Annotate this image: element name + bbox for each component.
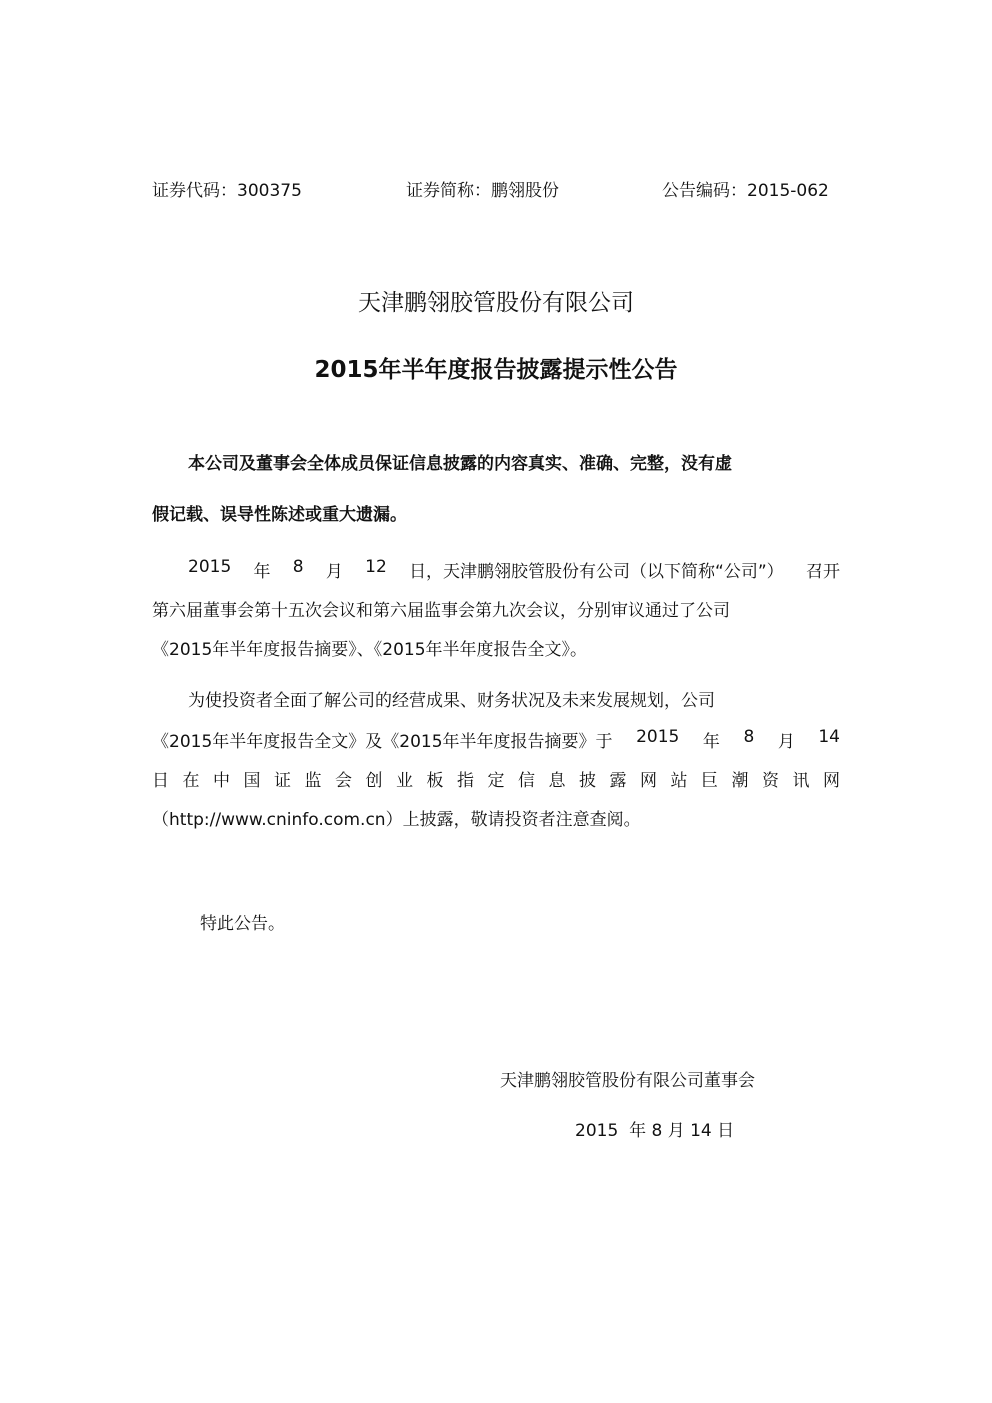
para1-word: 年 bbox=[253, 562, 271, 582]
para2-char: 监 bbox=[304, 771, 322, 791]
para2-char: 定 bbox=[487, 771, 505, 791]
stock-code: 证券代码：300375 bbox=[152, 181, 302, 201]
stock-short-name: 证券简称：鹏翎股份 bbox=[406, 181, 559, 201]
para2-word: 年 bbox=[702, 732, 720, 752]
para2-char: 在 bbox=[182, 771, 200, 791]
notice-number: 公告编码：2015-062 bbox=[662, 181, 829, 201]
statement-line-2: 假记载、误导性陈述或重大遗漏。 bbox=[152, 505, 407, 525]
para2-char: 网 bbox=[640, 771, 657, 791]
para1-word: 8 bbox=[292, 557, 304, 577]
statement-line-1: 本公司及董事会全体成员保证信息披露的内容真实、准确、完整，没有虚 bbox=[188, 454, 732, 474]
para2-line-2 bbox=[152, 727, 840, 752]
para2-char: 国 bbox=[243, 771, 261, 791]
para2-char: 网 bbox=[823, 771, 840, 791]
para2-char: 日 bbox=[152, 771, 169, 791]
para2-char: 业 bbox=[396, 771, 413, 791]
signature-org: 天津鹏翎胶管股份有限公司董事会 bbox=[500, 1071, 755, 1091]
para2-word: 14 bbox=[818, 727, 840, 747]
para2-char: 资 bbox=[762, 771, 779, 791]
para2-char: 创 bbox=[365, 771, 383, 791]
para1-word: 2015 bbox=[188, 557, 232, 577]
notice-title: 2015年半年度报告披露提示性公告 bbox=[314, 357, 678, 383]
closing-text: 特此公告。 bbox=[200, 914, 285, 934]
para1-line-2: 第六届董事会第十五次会议和第六届监事会第九次会议，分别审议通过了公司 bbox=[152, 601, 730, 621]
para1-line-1 bbox=[188, 557, 840, 582]
para2-char: 中 bbox=[213, 771, 230, 791]
para2-char: 息 bbox=[548, 771, 566, 791]
para2-char: 潮 bbox=[731, 771, 749, 791]
para2-word: 8 bbox=[743, 727, 755, 747]
para1-word: 月 bbox=[325, 562, 343, 582]
para2-char: 讯 bbox=[792, 771, 810, 791]
para1-word: 召开 bbox=[805, 562, 840, 582]
para2-char: 露 bbox=[609, 771, 627, 791]
para2-line-3 bbox=[152, 766, 840, 791]
para2-word: 《2015年半年度报告全文》及《2015年半年度报告摘要》于 bbox=[152, 732, 613, 752]
para1-word: 12 bbox=[365, 557, 387, 577]
para2-char: 证 bbox=[274, 771, 291, 791]
para2-word: 2015 bbox=[636, 727, 680, 747]
para2-char: 站 bbox=[670, 771, 688, 791]
para1-word: 日，天津鹏翎胶管股份有公司（以下简称“公司”） bbox=[409, 562, 784, 582]
para2-char: 板 bbox=[426, 771, 444, 791]
signature-date: 2015 年 8 月 14 日 bbox=[575, 1121, 735, 1141]
para2-char: 指 bbox=[457, 771, 474, 791]
para1-line-3: 《2015年半年度报告摘要》、《2015年半年度报告全文》。 bbox=[152, 640, 588, 660]
para2-line-4: （http://www.cninfo.com.cn）上披露，敬请投资者注意查阅。 bbox=[152, 810, 641, 830]
para2-line-1: 为使投资者全面了解公司的经营成果、财务状况及未来发展规划，公司 bbox=[188, 691, 715, 711]
para2-char: 信 bbox=[518, 771, 535, 791]
para2-char: 巨 bbox=[701, 771, 718, 791]
para2-char: 披 bbox=[579, 771, 596, 791]
para2-word: 月 bbox=[777, 732, 795, 752]
company-title: 天津鹏翎胶管股份有限公司 bbox=[358, 290, 634, 316]
para2-char: 会 bbox=[335, 771, 352, 791]
